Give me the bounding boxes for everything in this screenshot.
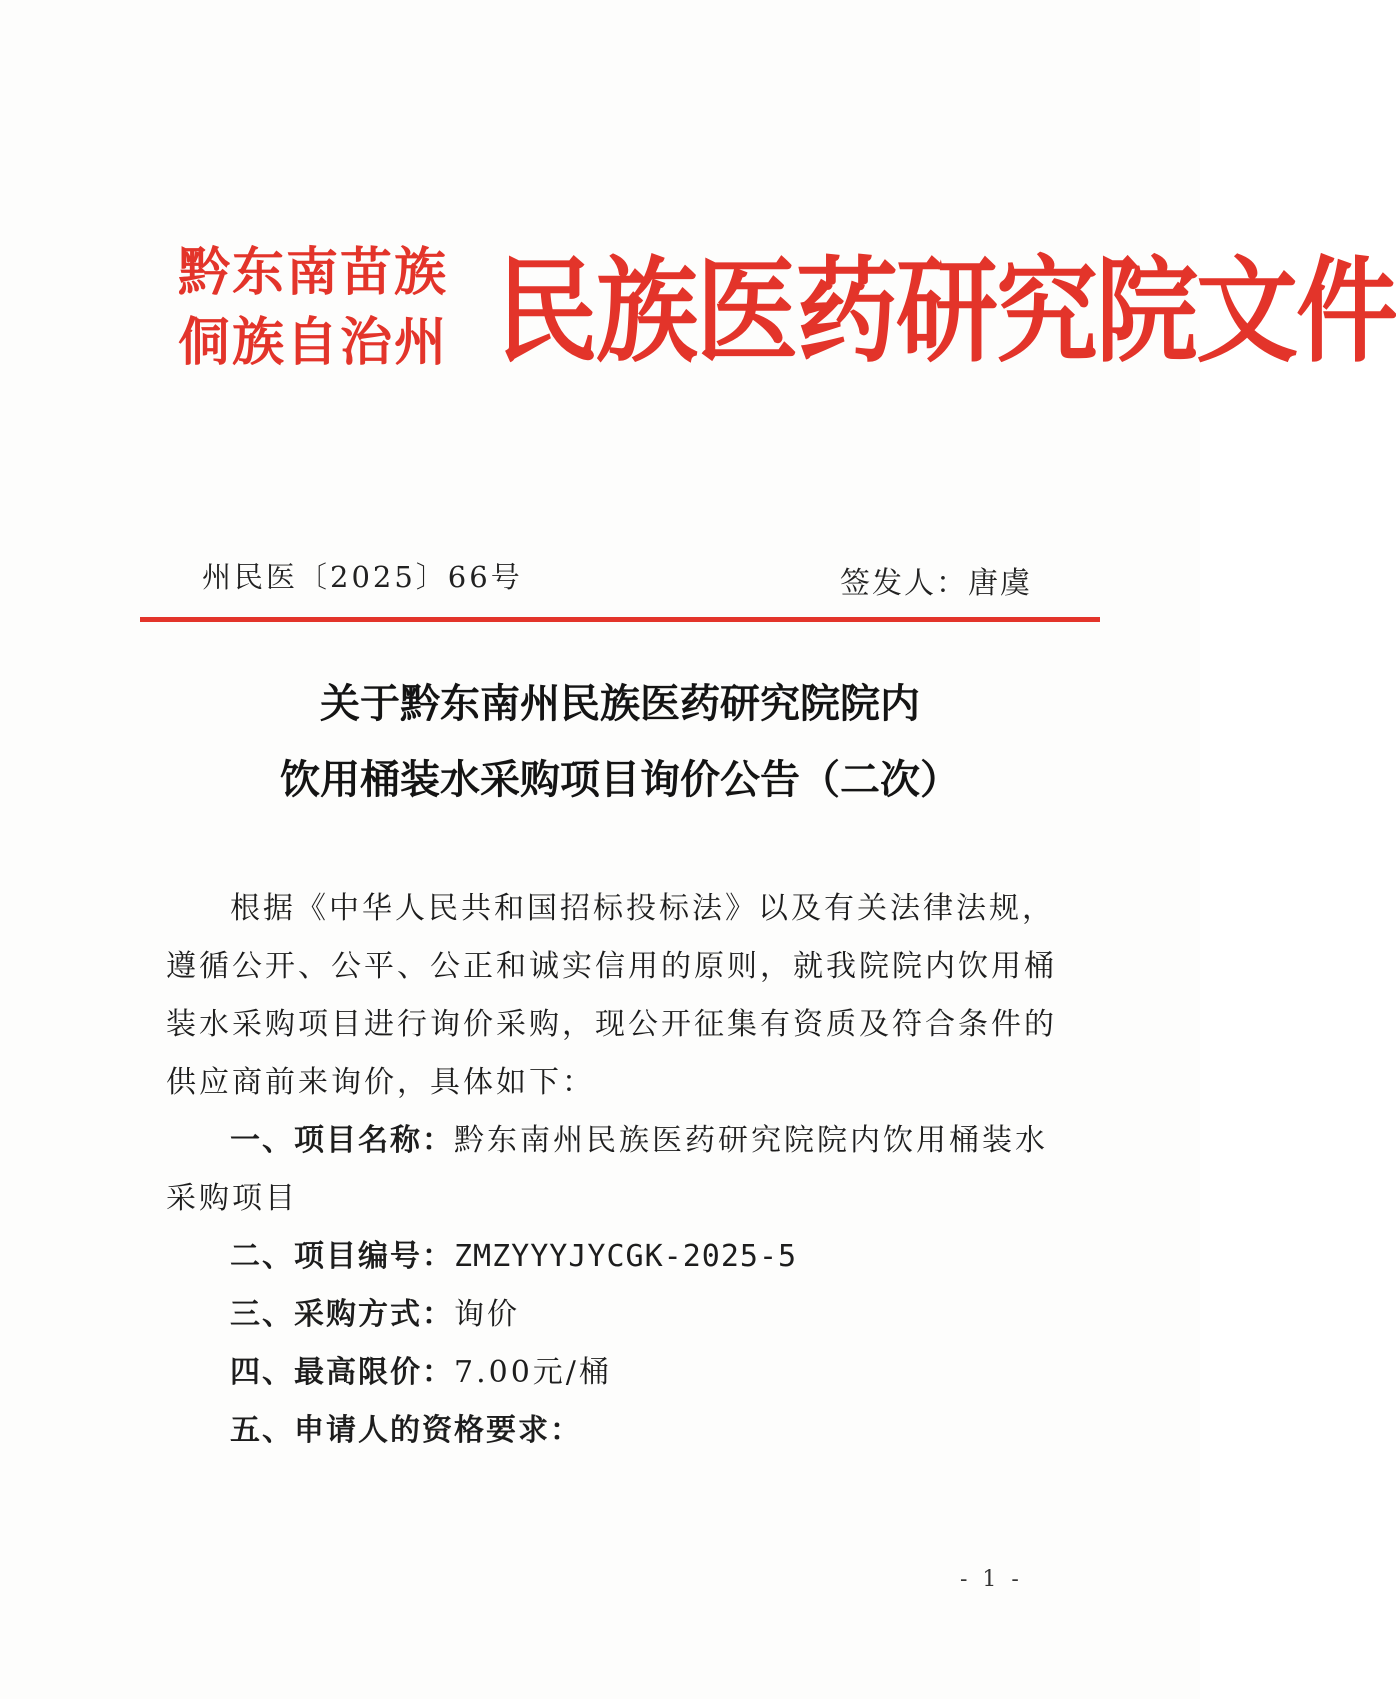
document-title-line-2: 饮用桶装水采购项目询价公告（二次） xyxy=(280,757,960,803)
item-heading: 五、申请人的资格要求： xyxy=(230,1413,582,1448)
item-value: 黔东南州民族医药研究院院内饮用桶装水采购项目 xyxy=(166,1123,1048,1216)
item-project-name xyxy=(166,1112,1066,1228)
item-heading: 三、采购方式： xyxy=(230,1297,454,1332)
document-number: 州民医〔2025〕66号 xyxy=(202,560,523,594)
item-value: 7.00元/桶 xyxy=(454,1355,612,1390)
page-number: - 1 - xyxy=(960,1567,1023,1592)
item-procurement-method xyxy=(166,1286,1066,1344)
item-value: ZMZYYYJYCGK-2025-5 xyxy=(454,1239,798,1274)
intro-paragraph: 根据《中华人民共和国招标投标法》以及有关法律法规，遵循公开、公平、公正和诚实信用的原则，就我院院内饮用桶装水采购项目进行询价采购，现公开征集有资质及符合条件的供应商前来询价，具体如下： xyxy=(166,891,1057,1100)
item-project-number xyxy=(166,1228,1066,1286)
document-title-line-1: 关于黔东南州民族医药研究院院内 xyxy=(320,681,920,727)
item-heading: 四、最高限价： xyxy=(230,1355,454,1390)
red-divider xyxy=(140,617,1100,622)
masthead-right: 民族医药研究院文件 xyxy=(496,245,1396,380)
masthead-left xyxy=(178,238,478,378)
masthead-left-line-2: 侗族自治州 xyxy=(178,313,449,373)
document-body xyxy=(166,880,1066,1460)
item-value: 询价 xyxy=(454,1297,520,1332)
item-heading: 一、项目名称： xyxy=(230,1123,454,1158)
item-max-price xyxy=(166,1344,1066,1402)
item-qualification xyxy=(166,1402,1066,1460)
signer: 签发人：唐虞 xyxy=(840,566,1032,601)
item-heading: 二、项目编号： xyxy=(230,1239,454,1274)
masthead xyxy=(178,238,1396,398)
masthead-left-line-1: 黔东南苗族 xyxy=(178,243,449,303)
